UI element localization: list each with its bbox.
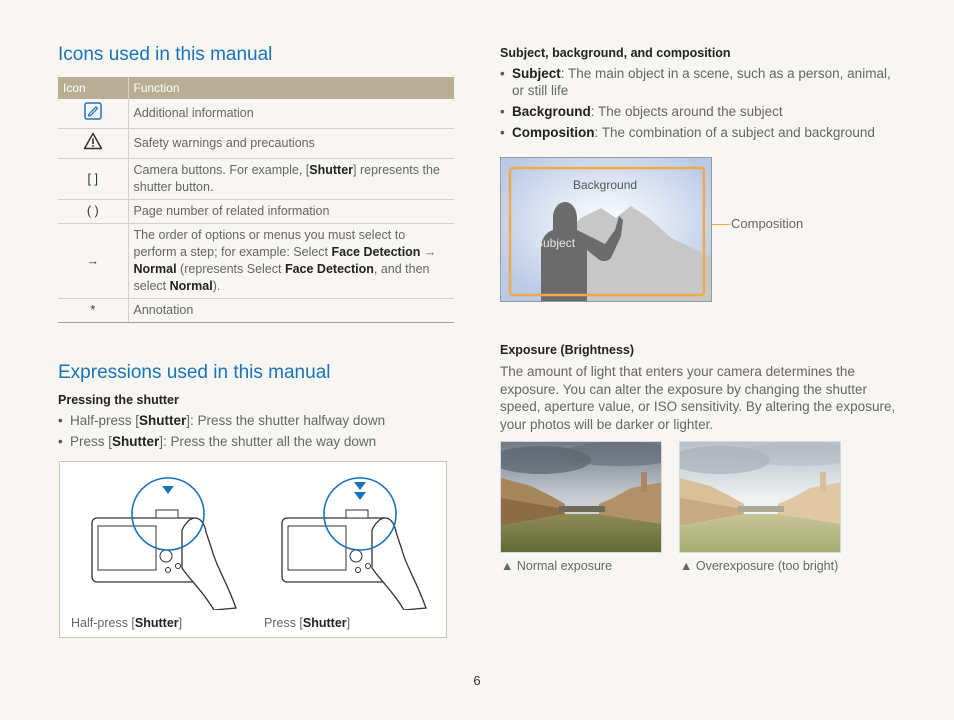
col-function-header: Function — [128, 77, 454, 99]
table-cell: Safety warnings and precautions — [128, 129, 454, 159]
warning-icon — [83, 132, 103, 150]
table-row — [58, 159, 454, 200]
table-row — [58, 129, 454, 159]
asterisk-symbol: * — [58, 299, 128, 323]
list-item: • Composition: The combination of a subject and background — [500, 124, 900, 141]
expressions-section-title: Expressions used in this manual — [58, 362, 331, 383]
icons-table — [58, 77, 454, 323]
table-row — [58, 299, 454, 323]
subject-label: Subject — [535, 236, 576, 250]
table-cell: Annotation — [128, 299, 454, 323]
exposure-paragraph: The amount of light that enters your camera determines the exposure. You can alter the exposure by changing the shutter speed, aperture value, or ISO sensitivity. By altering the exposure, your photos will be darker or lighter. — [500, 364, 896, 432]
shutter-bullets — [58, 412, 458, 454]
composition-leader-line — [712, 224, 730, 225]
overexposure-photo — [679, 441, 841, 553]
composition-label: Composition — [731, 216, 804, 231]
col-icon-header: Icon — [58, 77, 128, 99]
background-label: Background — [573, 178, 638, 192]
page-number: 6 — [473, 673, 481, 688]
normal-exposure-photo — [500, 441, 662, 553]
table-row — [58, 99, 454, 129]
subject-section-title: Subject, background, and composition — [500, 46, 731, 60]
table-row — [58, 200, 454, 224]
list-item: • Subject: The main object in a scene, such as a person, animal, or still life — [500, 65, 900, 99]
table-cell: Additional information — [128, 99, 454, 129]
list-item: • Background: The objects around the subject — [500, 103, 900, 120]
shutter-illustration-frame — [59, 461, 447, 638]
overexposure-caption: ▲ Overexposure (too bright) — [680, 559, 839, 573]
table-cell: The order of options or menus you must select to perform a step; for example: Select Face Detection → Normal (represents Select Face Detection, and then select Normal). — [128, 224, 454, 299]
half-press-caption: Half-press [Shutter] — [71, 616, 183, 630]
full-press-caption: Press [Shutter] — [264, 616, 351, 630]
overexposure-image — [680, 442, 841, 553]
normal-exposure-caption: ▲ Normal exposure — [501, 559, 613, 573]
list-item: • Half-press [Shutter]: Press the shutter halfway down — [58, 412, 458, 429]
composition-diagram — [500, 157, 712, 302]
parentheses-symbol: ( ) — [58, 200, 128, 224]
table-row — [58, 224, 454, 299]
table-header — [58, 77, 454, 99]
exposure-section-title: Exposure (Brightness) — [500, 343, 635, 357]
list-item: • Press [Shutter]: Press the shutter all the way down — [58, 433, 458, 450]
table-cell: Camera buttons. For example, [Shutter] represents the shutter button. — [128, 159, 454, 200]
arrow-symbol: → — [58, 224, 128, 299]
full-press-illustration — [280, 470, 450, 610]
note-icon — [84, 102, 102, 120]
pressing-shutter-title: Pressing the shutter — [58, 393, 179, 407]
normal-exposure-image — [501, 442, 662, 553]
subject-bullets — [500, 65, 900, 145]
icons-section-title: Icons used in this manual — [58, 44, 273, 65]
half-press-illustration — [86, 470, 256, 610]
table-cell: Page number of related information — [128, 200, 454, 224]
brackets-symbol: [ ] — [58, 159, 128, 200]
